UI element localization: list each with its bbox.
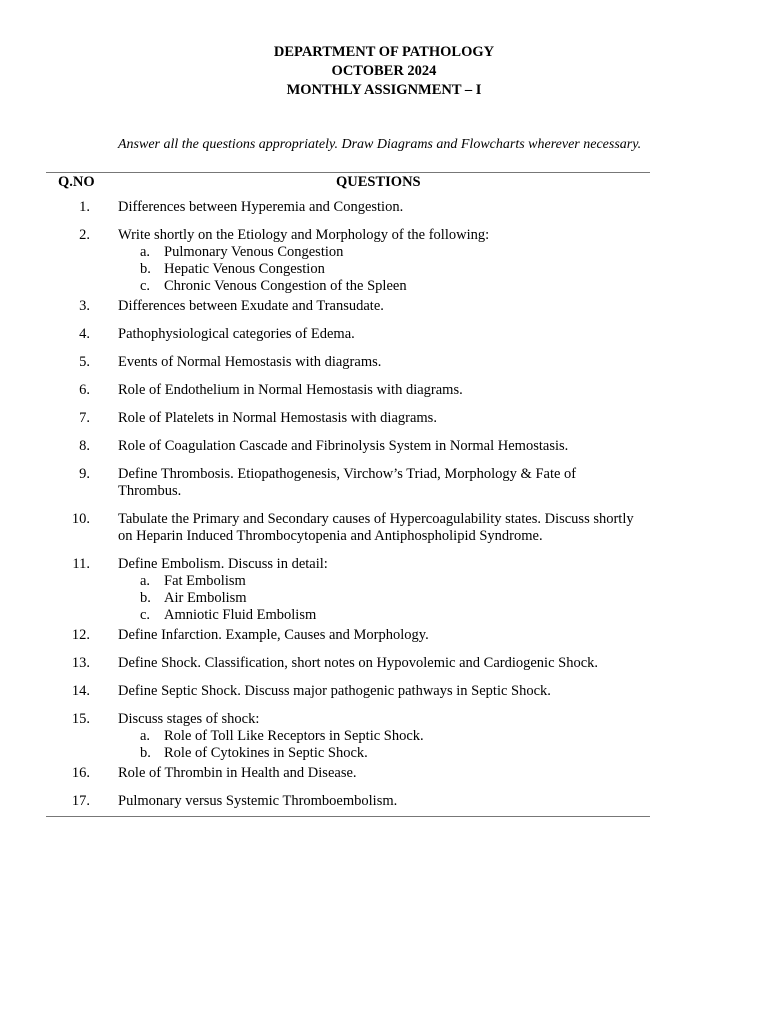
question-number: 17. bbox=[71, 793, 90, 809]
month-title: OCTOBER 2024 bbox=[331, 63, 437, 79]
sub-question-text: Hepatic Venous Congestion bbox=[164, 261, 325, 277]
department-title: DEPARTMENT OF PATHOLOGY bbox=[273, 44, 495, 60]
question-number: 16. bbox=[71, 765, 90, 781]
sub-question bbox=[140, 261, 768, 278]
sub-question bbox=[140, 590, 768, 607]
sub-question-letter: c. bbox=[140, 278, 151, 294]
question-row bbox=[0, 382, 768, 399]
instruction-text: Answer all the questions appropriately. Draw Diagrams and Flowcharts wherever necessary. bbox=[118, 137, 642, 152]
question-text: Define Shock. Classification, short notes on Hypovolemic and Cardiogenic Shock. bbox=[118, 655, 599, 671]
question-row bbox=[0, 627, 768, 644]
question-row bbox=[0, 711, 768, 762]
question-number: 1. bbox=[79, 199, 90, 215]
sub-question-list bbox=[140, 244, 768, 295]
sub-question-letter: b. bbox=[140, 261, 151, 277]
question-row bbox=[0, 655, 768, 672]
question-text: Write shortly on the Etiology and Morphology of the following: bbox=[118, 227, 490, 243]
question-number: 2. bbox=[79, 227, 90, 243]
question-list bbox=[0, 199, 768, 821]
question-text: Role of Platelets in Normal Hemostasis with diagrams. bbox=[118, 410, 437, 426]
question-text: Differences between Exudate and Transudate. bbox=[118, 298, 384, 314]
question-text: Define Septic Shock. Discuss major pathogenic pathways in Septic Shock. bbox=[118, 683, 551, 699]
question-text: Role of Thrombin in Health and Disease. bbox=[118, 765, 357, 781]
sub-question-letter: b. bbox=[140, 590, 151, 606]
question-number: 5. bbox=[79, 354, 90, 370]
sub-question-list bbox=[140, 573, 768, 624]
question-text: Pulmonary versus Systemic Thromboembolism. bbox=[118, 793, 398, 809]
sub-question-letter: b. bbox=[140, 745, 151, 761]
sub-question-letter: a. bbox=[140, 728, 151, 744]
question-number: 6. bbox=[79, 382, 90, 398]
question-text: Tabulate the Primary and Secondary causes of Hypercoagulability states. Discuss shortly on Heparin Induced Thrombocytopenia and Antiphospholipid Syndrome. bbox=[118, 511, 634, 544]
question-number: 11. bbox=[72, 556, 90, 572]
sub-question-text: Fat Embolism bbox=[164, 573, 246, 589]
question-row bbox=[0, 199, 768, 216]
sub-question-list bbox=[140, 728, 768, 762]
document-header bbox=[0, 43, 768, 100]
question-row bbox=[0, 793, 768, 810]
question-row bbox=[0, 326, 768, 343]
question-text: Role of Coagulation Cascade and Fibrinolysis System in Normal Hemostasis. bbox=[118, 438, 569, 454]
column-header-questions: QUESTIONS bbox=[336, 174, 421, 190]
table-bottom-rule bbox=[46, 816, 650, 817]
question-number: 4. bbox=[79, 326, 90, 342]
question-row bbox=[0, 765, 768, 782]
sub-question bbox=[140, 573, 768, 590]
question-number: 13. bbox=[71, 655, 90, 671]
sub-question-letter: a. bbox=[140, 244, 151, 260]
sub-question bbox=[140, 244, 768, 261]
question-number: 8. bbox=[79, 438, 90, 454]
question-text: Role of Endothelium in Normal Hemostasis with diagrams. bbox=[118, 382, 463, 398]
question-row bbox=[0, 410, 768, 427]
question-number: 10. bbox=[71, 511, 90, 527]
question-text: Discuss stages of shock: bbox=[118, 711, 260, 727]
question-text: Differences between Hyperemia and Congestion. bbox=[118, 199, 404, 215]
sub-question-text: Role of Toll Like Receptors in Septic Shock. bbox=[164, 728, 424, 744]
assignment-title: MONTHLY ASSIGNMENT – I bbox=[286, 82, 482, 98]
sub-question-letter: a. bbox=[140, 573, 151, 589]
question-number: 15. bbox=[71, 711, 90, 727]
question-row bbox=[0, 556, 768, 624]
question-text: Define Embolism. Discuss in detail: bbox=[118, 556, 328, 572]
question-row bbox=[0, 683, 768, 700]
question-row bbox=[0, 438, 768, 455]
question-row bbox=[0, 466, 768, 500]
sub-question-text: Role of Cytokines in Septic Shock. bbox=[164, 745, 368, 761]
question-number: 7. bbox=[79, 410, 90, 426]
sub-question-text: Chronic Venous Congestion of the Spleen bbox=[164, 278, 407, 294]
sub-question bbox=[140, 607, 768, 624]
question-number: 3. bbox=[79, 298, 90, 314]
sub-question-text: Amniotic Fluid Embolism bbox=[164, 607, 317, 623]
question-number: 14. bbox=[71, 683, 90, 699]
question-text: Define Thrombosis. Etiopathogenesis, Virchow’s Triad, Morphology & Fate of Thrombus. bbox=[118, 466, 577, 499]
sub-question-text: Air Embolism bbox=[164, 590, 247, 606]
question-row bbox=[0, 298, 768, 315]
question-row bbox=[0, 354, 768, 371]
question-text: Pathophysiological categories of Edema. bbox=[118, 326, 355, 342]
column-header-qno: Q.NO bbox=[58, 174, 95, 190]
sub-question bbox=[140, 278, 768, 295]
sub-question bbox=[140, 745, 768, 762]
sub-question bbox=[140, 728, 768, 745]
question-text: Define Infarction. Example, Causes and Morphology. bbox=[118, 627, 429, 643]
question-row bbox=[0, 227, 768, 295]
sub-question-text: Pulmonary Venous Congestion bbox=[164, 244, 344, 260]
question-number: 9. bbox=[79, 466, 90, 482]
question-text: Events of Normal Hemostasis with diagrams. bbox=[118, 354, 382, 370]
sub-question-letter: c. bbox=[140, 607, 151, 623]
question-number: 12. bbox=[71, 627, 90, 643]
question-row bbox=[0, 511, 768, 545]
